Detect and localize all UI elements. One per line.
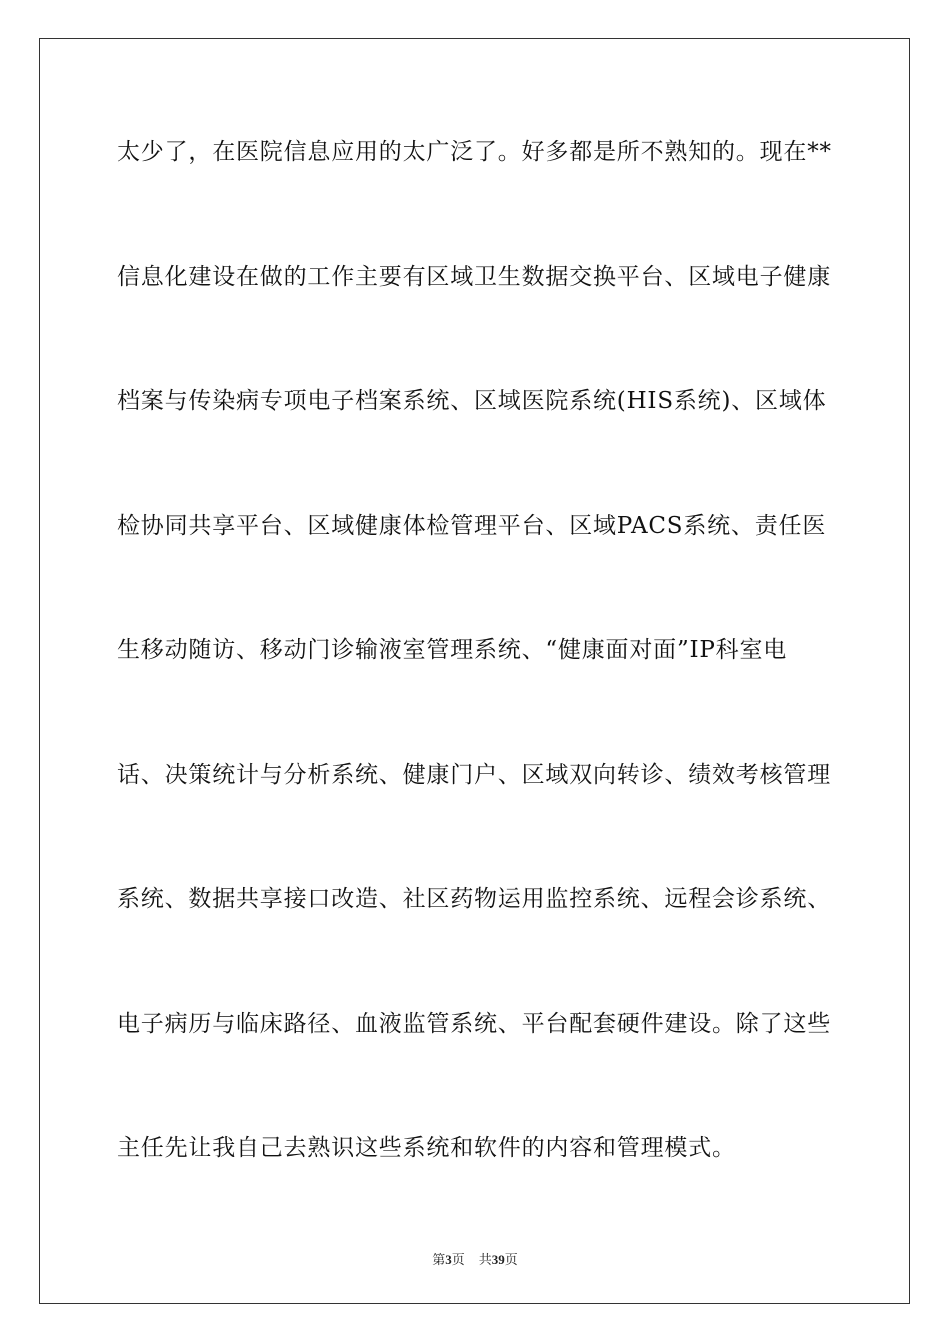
- page-suffix: 页: [451, 1253, 465, 1268]
- page-current: 3: [445, 1252, 452, 1267]
- text-line-1: 太少了，在医院信息应用的太广泛了。好多都是所不熟知的。现在**: [117, 139, 832, 165]
- body-text: [117, 130, 837, 1251]
- page-prefix: 第: [432, 1253, 446, 1268]
- text-line-8: 电子病历与临床路径、血液监管系统、平台配套硬件建设。除了这些: [117, 1010, 831, 1037]
- text-line-6: 话、决策统计与分析系统、健康门户、区域双向转诊、绩效考核管理: [117, 761, 831, 788]
- page-footer: [0, 1249, 950, 1268]
- page-total: 39: [491, 1252, 505, 1267]
- text-line-4: 检协同共享平台、区域健康体检管理平台、区域PACS系统、责任医: [117, 512, 827, 539]
- text-line-2: 信息化建设在做的工作主要有区域卫生数据交换平台、区域电子健康: [117, 263, 831, 290]
- total-suffix: 页: [504, 1253, 518, 1268]
- text-line-3: 档案与传染病专项电子档案系统、区域医院系统(HIS系统)、区域体: [117, 388, 827, 414]
- text-line-9: 主任先让我自己去熟识这些系统和软件的内容和管理模式。: [117, 1135, 736, 1161]
- total-prefix: 共: [478, 1253, 492, 1268]
- text-line-5: 生移动随访、移动门诊输液室管理系统、“健康面对面”IP科室电: [117, 637, 788, 663]
- text-line-7: 系统、数据共享接口改造、社区药物运用监控系统、远程会诊系统、: [117, 886, 831, 912]
